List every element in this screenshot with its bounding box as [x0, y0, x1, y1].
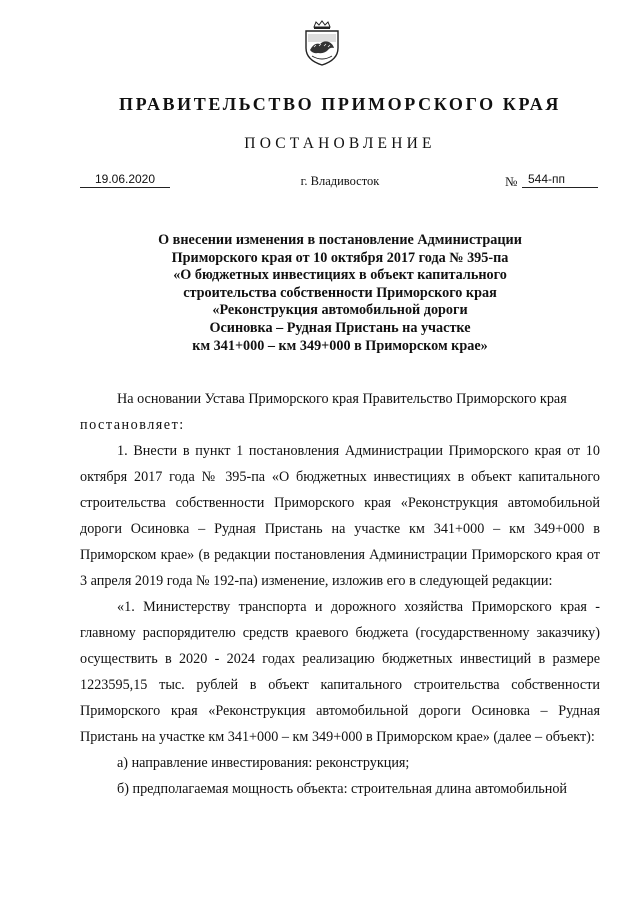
subject-line: «О бюджетных инвестициях в объект капитального [173, 267, 507, 284]
paragraph-1: 1. Внести в пункт 1 постановления Администрации Приморского края от 10 октября 2017 года № 395-па «О бюджетных инвестициях в объект капитального строительства собственности Приморского края «Реконструкция автомобильной дороги Осиновка – Рудная Пристань на участке км 341+000 – км 349+000 в Приморском крае» (в редакции постановления Администрации Приморского края от 3 апреля 2019 года № 192-па) изменение, изложив его в следующей редакции: [80, 443, 600, 589]
paragraph-2: «1. Министерству транспорта и дорожного хозяйства Приморского края - главному распорядителю средств краевого бюджета (государственному заказчику) осуществить в 2020 - 2024 годах реализацию бюджетных инвестиций в размере 1223595,15 тыс. рублей в объект капитального строительства собственности Приморского края «Реконструкция автомобильной дороги Осиновка – Рудная Пристань на участке км 341+000 – км 349+000 в Приморском крае» (далее – объект): [80, 599, 600, 745]
resolves-paragraph: постановляет: [80, 417, 185, 433]
subject-line: О внесении изменения в постановление Администрации [158, 232, 522, 248]
subject-line: строительства собственности Приморского края [183, 284, 497, 301]
document-number: 544-пп [522, 172, 598, 188]
subject-line: км 341+000 – км 349+000 в Приморском крае» [192, 337, 488, 354]
document-city: г. Владивосток [300, 174, 380, 188]
document-type: ПОСТАНОВЛЕНИЕ [244, 135, 436, 152]
item-a: а) направление инвестирования: реконструкция; [117, 755, 410, 771]
subject-line: Осиновка – Рудная Пристань на участке [209, 319, 471, 336]
subject-line: Приморского края от 10 октября 2017 года № 395-па [171, 249, 509, 266]
coat-of-arms-icon [302, 20, 342, 66]
government-title: ПРАВИТЕЛЬСТВО ПРИМОРСКОГО КРАЯ [119, 94, 561, 114]
document-subject [0, 232, 640, 355]
item-b: б) предполагаемая мощность объекта: строительная длина автомобильной [117, 781, 568, 797]
document-date: 19.06.2020 [80, 172, 170, 188]
document-body [80, 386, 600, 802]
number-sign: № [505, 174, 518, 189]
basis-paragraph: На основании Устава Приморского края Правительство Приморского края [117, 391, 567, 407]
subject-line: «Реконструкция автомобильной дороги [212, 302, 468, 319]
